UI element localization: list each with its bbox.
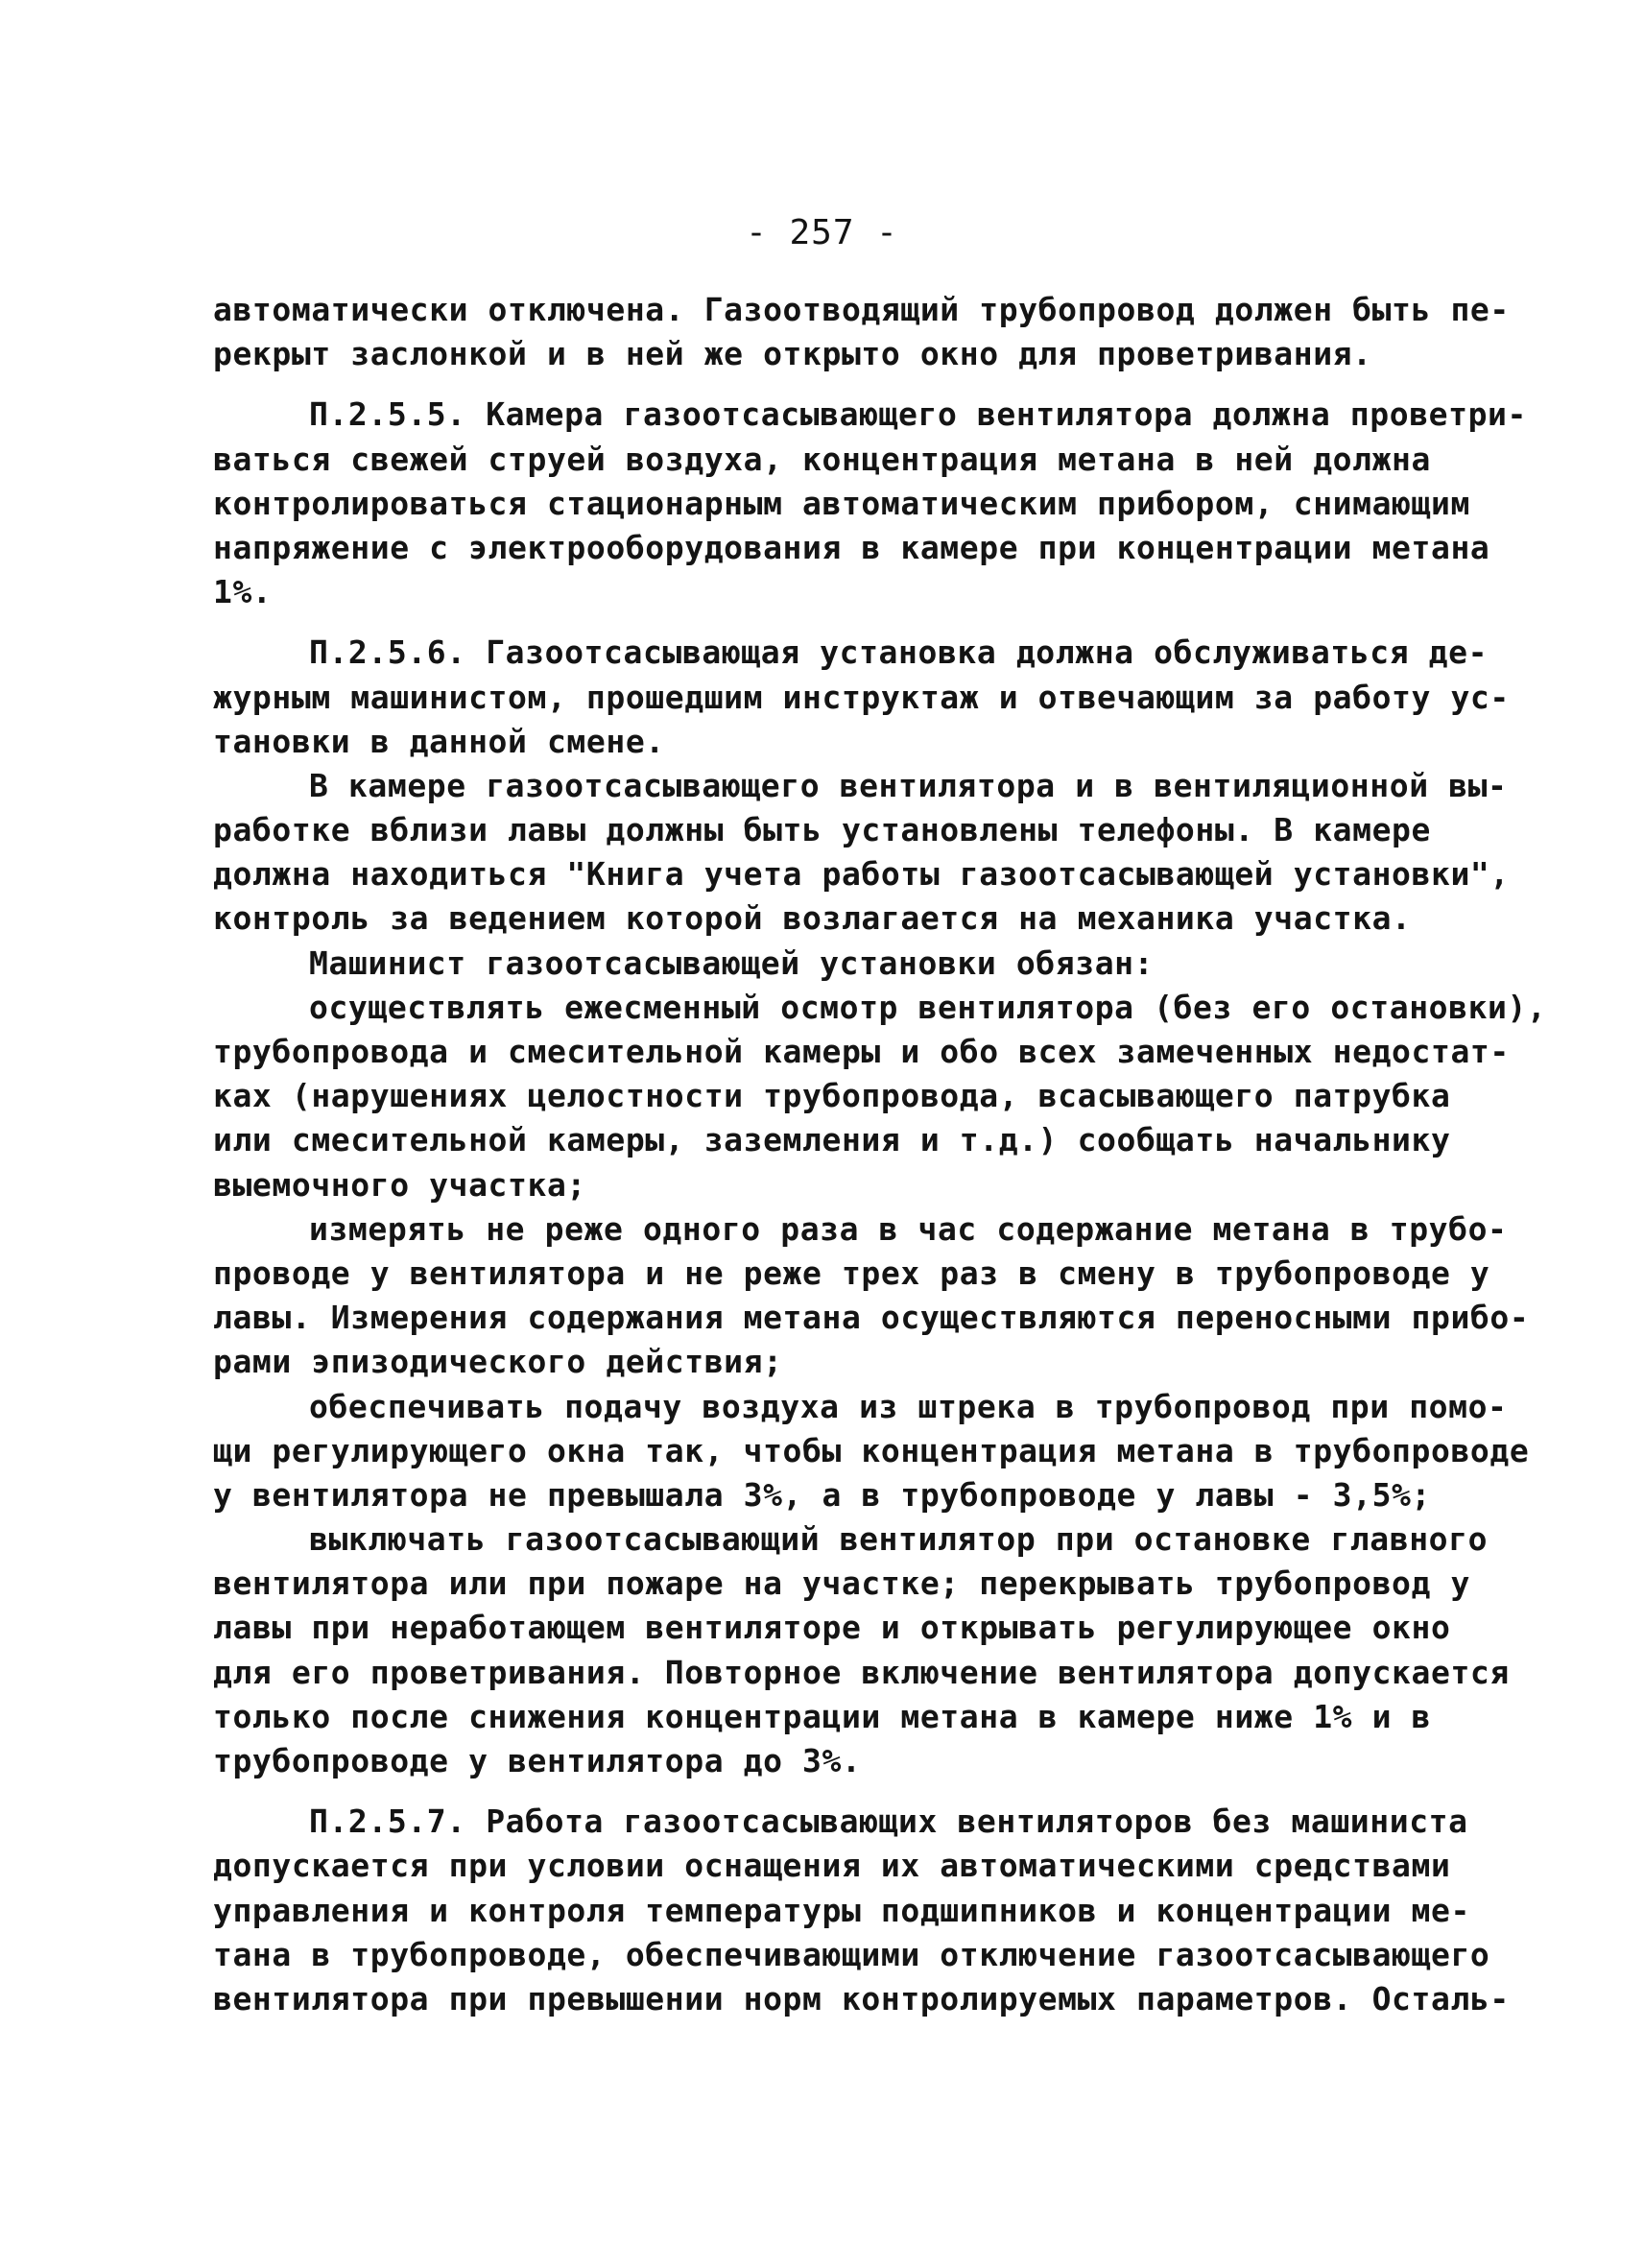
text-line: лавы. Измерения содержания метана осуществляются переносными прибо- bbox=[213, 1299, 1530, 1337]
text-line: рекрыт заслонкой и в ней же открыто окно для проветривания. bbox=[213, 335, 1372, 373]
text-line: тановки в данной смене. bbox=[213, 722, 665, 760]
text-line: работке вблизи лавы должны быть установлены телефоны. В камере bbox=[213, 811, 1431, 849]
text-line: лавы при неработающем вентиляторе и открывать регулирующее окно bbox=[213, 1609, 1451, 1647]
text-line: проводе у вентилятора и не реже трех раз в смену в трубопроводе у bbox=[213, 1253, 1490, 1292]
text-line: трубопроводе у вентилятора до 3%. bbox=[213, 1742, 862, 1779]
text-line: допускается при условии оснащения их автоматическими средствами bbox=[213, 1847, 1451, 1885]
text-line: выключать газоотсасывающий вентилятор при остановке главного bbox=[309, 1520, 1489, 1559]
text-line: ках (нарушениях целостности трубопровода, всасывающего патрубка bbox=[213, 1077, 1451, 1115]
text-line: Машинист газоотсасывающей установки обязан: bbox=[309, 943, 1155, 982]
text-line: обеспечивать подачу воздуха из штрека в трубопровод при помо- bbox=[309, 1387, 1508, 1425]
text-line: напряжение с электрооборудования в камере при концентрации метана bbox=[213, 528, 1490, 566]
page-number: - 257 - bbox=[746, 213, 898, 252]
text-line: вентилятора или при пожаре на участке; перекрывать трубопровод у bbox=[213, 1564, 1470, 1603]
text-line: измерять не реже одного раза в час содержание метана в трубо- bbox=[309, 1209, 1508, 1248]
document-body bbox=[213, 288, 1547, 2021]
text-line: щи регулирующего окна так, чтобы концентрация метана в трубопроводе bbox=[213, 1431, 1530, 1469]
text-line: для его проветривания. Повторное включение вентилятора допускается bbox=[213, 1653, 1510, 1691]
text-line: вентилятора при превышении норм контролируемых параметров. Осталь- bbox=[213, 1979, 1510, 2017]
text-line: П.2.5.5. Камера газоотсасывающего вентилятора должна проветри- bbox=[309, 395, 1527, 434]
text-line: тана в трубопроводе, обеспечивающими отключение газоотсасывающего bbox=[213, 1935, 1490, 1973]
text-line: контролироваться стационарным автоматическим прибором, снимающим bbox=[213, 484, 1470, 522]
text-line: выемочного участка; bbox=[213, 1165, 586, 1204]
text-line: только после снижения концентрации метана в камере ниже 1% и в bbox=[213, 1697, 1431, 1735]
text-line: П.2.5.7. Работа газоотсасывающих вентиляторов без машиниста bbox=[309, 1802, 1468, 1841]
text-line: или смесительной камеры, заземления и т.д.) сообщать начальнику bbox=[213, 1121, 1451, 1159]
text-line: у вентилятора не превышала 3%, а в трубопроводе у лавы - 3,5%; bbox=[213, 1475, 1431, 1514]
text-line: В камере газоотсасывающего вентилятора и в вентиляционной вы- bbox=[309, 766, 1508, 804]
text-line: журным машинистом, прошедшим инструктаж и отвечающим за работу ус- bbox=[213, 678, 1510, 716]
text-line: автоматически отключена. Газоотводящий трубопровод должен быть пе- bbox=[213, 291, 1510, 328]
text-line: контроль за ведением которой возлагается на механика участка. bbox=[213, 899, 1412, 938]
text-line: управления и контроля температуры подшипников и концентрации ме- bbox=[213, 1891, 1470, 1929]
text-line: трубопровода и смесительной камеры и обо всех замеченных недостат- bbox=[213, 1033, 1510, 1070]
text-line: осуществлять ежесменный осмотр вентилятора (без его остановки), bbox=[309, 988, 1547, 1026]
text-line: 1%. bbox=[213, 573, 273, 611]
text-line: должна находиться "Книга учета работы газоотсасывающей установки", bbox=[213, 855, 1510, 894]
text-line: рами эпизодического действия; bbox=[213, 1343, 783, 1381]
text-line: П.2.5.6. Газоотсасывающая установка должна обслуживаться де- bbox=[309, 633, 1489, 672]
text-line: ваться свежей струей воздуха, концентрация метана в ней должна bbox=[213, 440, 1431, 478]
